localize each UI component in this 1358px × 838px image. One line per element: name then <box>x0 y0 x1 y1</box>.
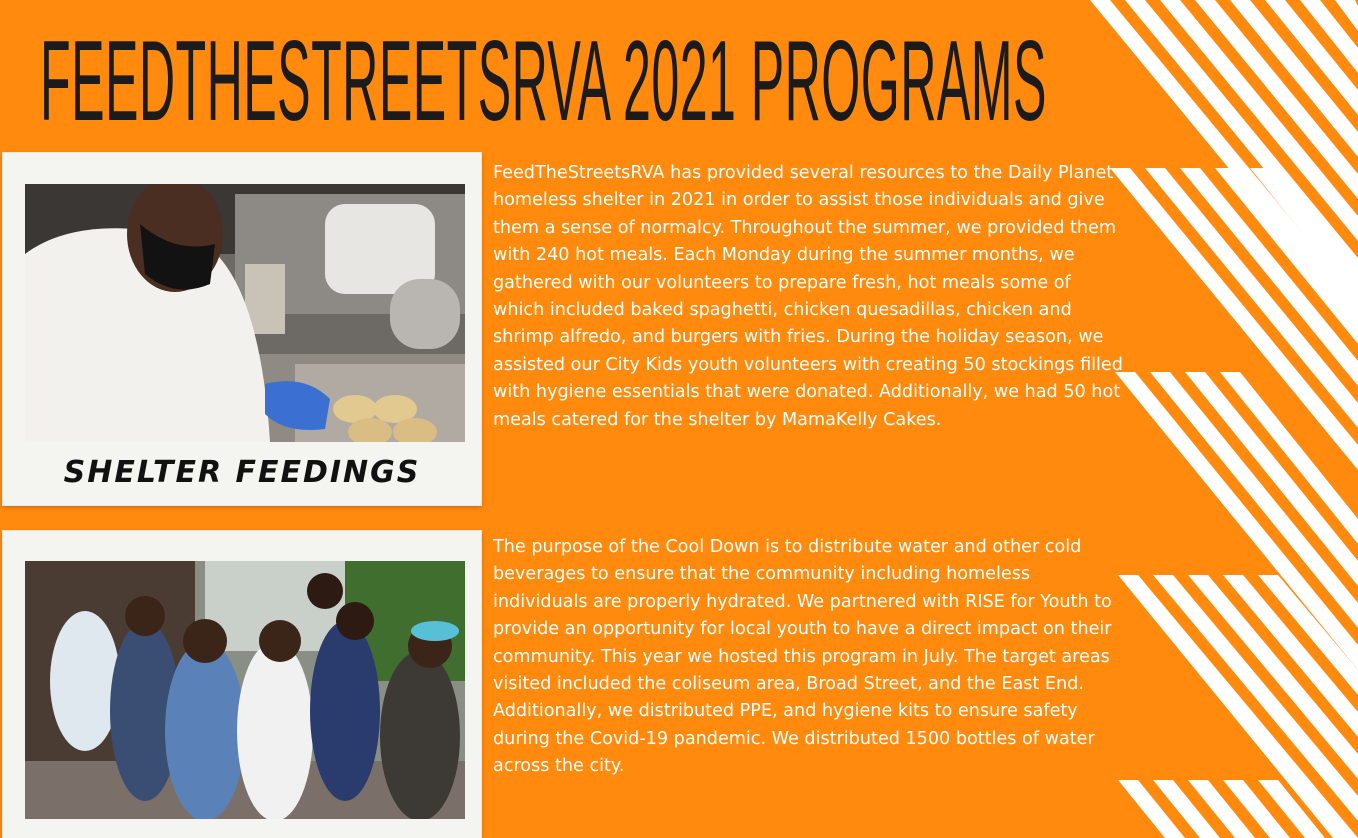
page-title: FEEDTHESTREETSRVA 2021 PROGRAMS <box>40 18 1047 145</box>
shelter-feedings-description: FeedTheStreetsRVA has provided several resources to the Daily Planet homeless shelter in 2021 in order to assist those individuals and give them a sense of normalcy. Throughout the summer, we provided them with 240 hot meals. Each Monday during the summer months, we gathered with our volunteers to prepare fresh, hot meals some of which included baked spaghetti, chicken quesadillas, chicken and shrimp alfredo, and burgers with fries. During the holiday season, we assisted our City Kids youth volunteers with creating 50 stockings filled with hygiene essentials that were donated. Additionally, we had 50 hot meals catered for the shelter by MamaKelly Cakes. <box>493 163 1123 430</box>
section-caption: SHELTER FEEDINGS <box>63 455 421 490</box>
kitchen-volunteer-photo <box>25 184 465 442</box>
cool-down-description: The purpose of the Cool Down is to distribute water and other cold beverages to ensure that the community including homeless individuals are properly hydrated. We partnered with RISE for Youth to provide an opportunity for local youth to have a direct impact on their community. This year we hosted this program in July. The target areas visited included the coliseum area, Broad Street, and the East End. Additionally, we distributed PPE, and hygiene kits to ensure safety during the Covid-19 pandemic. We distributed 1500 bottles of water across the city. <box>493 537 1112 777</box>
youth-volunteers-photo <box>25 561 465 819</box>
cool-down-polaroid <box>3 531 481 838</box>
shelter-feedings-polaroid <box>3 153 481 505</box>
